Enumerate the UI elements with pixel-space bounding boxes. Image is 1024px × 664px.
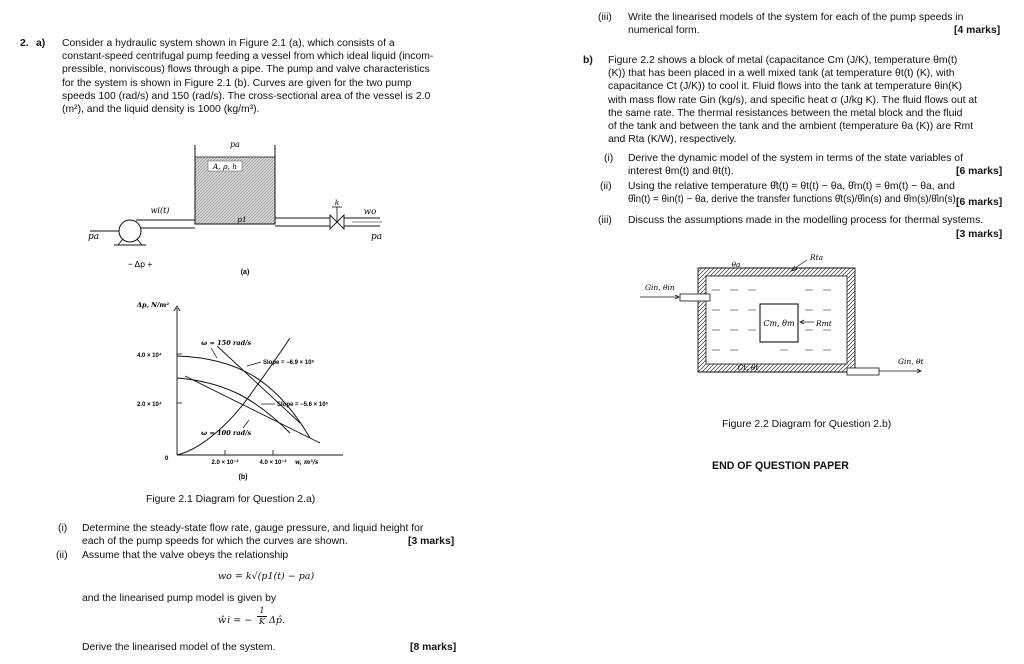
y-tick-label: 4.0 × 10⁴ <box>137 353 162 359</box>
sub-ii-line2: and the linearised pump model is given by <box>82 593 277 604</box>
end-of-paper: END OF QUESTION PAPER <box>712 460 849 472</box>
p1-label: p1 <box>237 215 247 224</box>
fig-a-caption: (a) <box>240 269 250 276</box>
pump-icon <box>119 220 141 242</box>
sub-i-text <box>82 522 458 548</box>
part-a-line: pressible, nonviscous) flows through a pipe. The pump and valve characteristics <box>62 64 430 76</box>
b-i-label: (i) <box>604 153 614 164</box>
sub-i-line: Determine the steady-state flow rate, gauge pressure, and liquid height for <box>82 523 424 534</box>
wo-label: wo <box>363 207 377 217</box>
sub-i-line: each of the pump speeds for which the curves are shown. <box>82 536 348 548</box>
pa-top-label: pa <box>230 140 240 149</box>
fig-b-caption: (b) <box>238 474 248 481</box>
y-axis-label: Δp, N/m² <box>137 301 170 309</box>
x-tick-label: 4.0 × 10⁻² <box>259 460 287 466</box>
b-i-text <box>628 152 1008 178</box>
part-b-text <box>608 54 1003 146</box>
inlet-pipe <box>680 294 710 301</box>
figure-2-2-caption: Figure 2.2 Diagram for Question 2.b) <box>722 419 892 430</box>
part-b-line: with mass flow rate Gin (kg/s), and specific heat σ (J/kg K). The fluid flows out at <box>608 94 978 106</box>
b-ii-text <box>628 180 958 206</box>
sub-iii-line: Write the linearised models of the system for each of the pump speeds in <box>628 12 964 23</box>
slope-label-2: Slope = −5.6 × 10⁵ <box>277 402 329 408</box>
vessel-label: A, ρ, h <box>212 162 238 171</box>
r-mt-label: Rmt <box>816 319 832 328</box>
label-100: ω = 100 rad/s <box>201 429 252 437</box>
y-tick-label: 2.0 × 10⁴ <box>137 402 162 408</box>
part-b-line: Figure 2.2 shows a block of metal (capacitance Cm (J/K), temperature θm(t) <box>608 55 958 66</box>
part-a-line: Consider a hydraulic system shown in Figure 2.1 (a), which consists of a <box>62 38 395 49</box>
b-ii-line: Using the relative temperature θ̂t(t) = θt(t) − θa, θ̂m(t) = θm(t) − θa, and <box>628 181 955 192</box>
fraction-denominator: K <box>258 617 266 627</box>
equation-pump-lhs: ŵi = − <box>218 615 253 626</box>
theta-a-label: θa <box>731 260 741 269</box>
k-label: k <box>334 198 340 207</box>
figure-2-1a <box>80 135 410 280</box>
equation-valve: wo = k√(p1(t) − pa) <box>218 571 315 582</box>
slope-label-1: Slope = −6.9 × 10⁵ <box>263 360 315 366</box>
b-iii-label: (iii) <box>598 215 612 226</box>
part-a-line: constant-speed centrifugal pump feeding a vessel from which ideal liquid (incom- <box>62 51 434 63</box>
part-b-label: b) <box>583 55 593 66</box>
b-iii-line: Discuss the assumptions made in the modelling process for thermal systems. <box>628 215 984 226</box>
b-i-line: Derive the dynamic model of the system in terms of the state variables of <box>628 153 963 164</box>
wi-label: wi(t) <box>150 206 170 215</box>
part-a-line: for the system is shown in Figure 2.1 (b). Curves are given for the two pump <box>62 77 412 89</box>
sub-ii-label: (ii) <box>56 550 68 561</box>
part-b-line: capacitance Ct (J/K)) to cool it. Fluid flows into the tank at temperature θin(K) <box>608 81 963 93</box>
figure-2-2 <box>640 250 925 410</box>
part-b-line: (K)) that has been placed in a well mixed tank (at temperature θt(t) (K), with <box>608 68 955 80</box>
part-b-line: of the tank and between the tank and the ambient (temperature θa (K)) are Rmt <box>608 121 974 133</box>
b-ii-label: (ii) <box>600 181 612 192</box>
g-in-label: Gin, θin <box>645 283 675 292</box>
figure-2-1-caption: Figure 2.1 Diagram for Question 2.a) <box>146 494 316 505</box>
g-out-label: Gin, θt <box>898 357 924 366</box>
equation-fraction <box>257 606 267 627</box>
pa-left-label: pa <box>88 232 100 242</box>
sub-iii-label: (iii) <box>598 12 612 23</box>
b-iii-marks: [3 marks] <box>956 229 1003 240</box>
sub-ii-marks: [8 marks] <box>410 642 457 653</box>
part-a-line: (m²), and the liquid density is 1000 (kg/m³). <box>62 104 260 116</box>
y-tick-label: 0 <box>165 456 169 462</box>
sub-ii-line3: Derive the linearised model of the system. <box>82 642 276 653</box>
sub-iii-line: numerical form. <box>628 25 700 37</box>
sub-i-label: (i) <box>58 523 68 534</box>
dp-label: − Δp + <box>127 259 153 269</box>
pa-right-label: pa <box>371 232 383 242</box>
outlet-pipe <box>847 368 879 375</box>
x-tick-label: 2.0 × 10⁻² <box>211 460 239 466</box>
b-i-marks: [6 marks] <box>956 166 1003 177</box>
sub-iii-marks: [4 marks] <box>954 25 1001 36</box>
part-b-line: the same rate. The thermal resistances between the metal block and the fluid <box>608 107 963 119</box>
valve-curve <box>177 338 290 455</box>
x-axis-label: w, m³/s <box>295 459 319 466</box>
figure-2-1b <box>125 298 355 486</box>
r-ta-label: Rta <box>810 253 824 262</box>
sub-i-marks: [3 marks] <box>408 536 455 547</box>
b-ii-line: θ̂in(t) = θin(t) − θa, derive the transfer functions θ̂t(s)/θ̂in(s) and θ̂m(s)/θ̂in(s). <box>628 194 959 206</box>
b-ii-marks: [6 marks] <box>956 197 1003 208</box>
equation-pump-rhs: Δp̂. <box>269 615 285 626</box>
sub-iii-text <box>628 11 1008 37</box>
sub-ii-line: Assume that the valve obeys the relationship <box>82 550 289 561</box>
block-label: Cm, θm <box>763 319 795 328</box>
part-a-line: speeds 100 (rad/s) and 150 (rad/s). The cross-sectional area of the vessel is 2.0 <box>62 90 431 102</box>
label-150: ω = 150 rad/s <box>201 339 252 347</box>
part-a-text <box>62 37 457 116</box>
question-number: 2. <box>20 38 29 49</box>
b-i-line: interest θm(t) and θt(t). <box>628 166 734 178</box>
tangent-line-1 <box>217 346 300 423</box>
pump-curve-100 <box>177 378 290 433</box>
part-a-label: a) <box>36 38 46 49</box>
fraction-numerator: 1 <box>259 606 265 616</box>
part-b-line: and Rta (K/W), respectively. <box>608 134 737 146</box>
tank-label: Ct, θt <box>737 363 759 372</box>
